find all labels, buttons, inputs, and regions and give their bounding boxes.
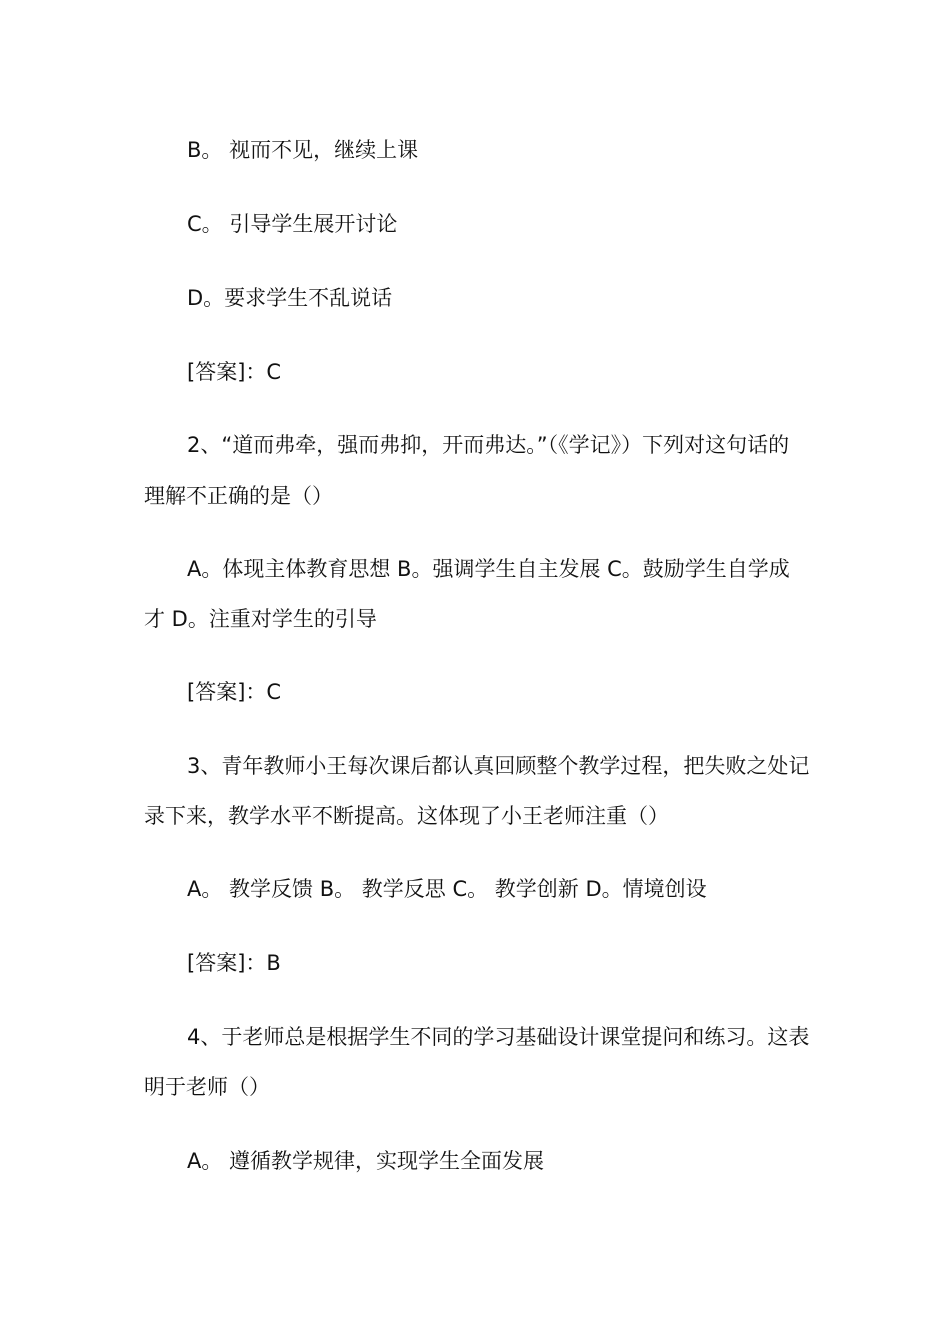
q4-option-a: A。 遵循教学规律，实现学生全面发展 bbox=[187, 1149, 545, 1173]
q2-options-line1: A。体现主体教育思想 B。强调学生自主发展 C。鼓励学生自学成 bbox=[187, 557, 790, 581]
q2-question-line2: 理解不正确的是（） bbox=[144, 484, 333, 508]
q1-option-c: C。 引导学生展开讨论 bbox=[187, 212, 398, 236]
q4-question-line1: 4、于老师总是根据学生不同的学习基础设计课堂提问和练习。这表 bbox=[187, 1025, 810, 1049]
q3-answer: [答案]：B bbox=[187, 951, 281, 975]
q4-question-line2: 明于老师（） bbox=[144, 1075, 270, 1099]
q1-answer: [答案]：C bbox=[187, 360, 282, 384]
q3-question-line1: 3、青年教师小王每次课后都认真回顾整个教学过程，把失败之处记 bbox=[187, 754, 810, 778]
q3-question-line2: 录下来，教学水平不断提高。这体现了小王老师注重（） bbox=[144, 804, 669, 828]
q2-answer: [答案]：C bbox=[187, 680, 282, 704]
q3-options: A。 教学反馈 B。 教学反思 C。 教学创新 D。情境创设 bbox=[187, 877, 707, 901]
q1-option-d: D。要求学生不乱说话 bbox=[187, 286, 393, 310]
q1-option-b: B。 视而不见，继续上课 bbox=[187, 138, 419, 162]
q2-options-line2: 才 D。注重对学生的引导 bbox=[144, 607, 377, 631]
q2-question-line1: 2、“道而弗牵，强而弗抑，开而弗达。”（《学记》）下列对这句话的 bbox=[187, 433, 790, 457]
